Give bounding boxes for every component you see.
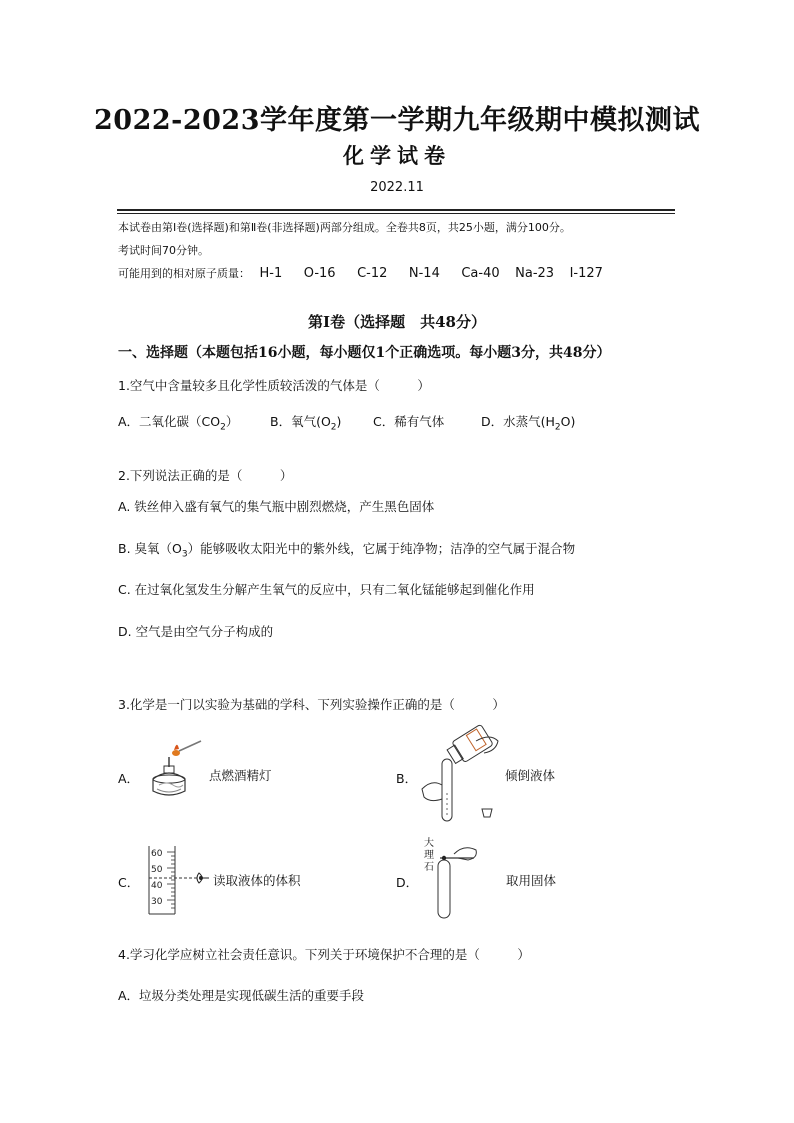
q1-option-d: D．水蒸气$(H_2O)$ xyxy=(481,414,576,433)
q3-option-b-text: 倾倒液体 xyxy=(505,768,556,783)
atomic-mass-label: 可能用到的相对原子质量： xyxy=(118,267,250,280)
q1-option-c: C．稀有气体 xyxy=(373,414,445,429)
atomic-mass-h: H-1 xyxy=(259,266,283,281)
notes-line-1: 本试卷由第Ⅰ卷(选择题)和第Ⅱ卷(非选择题)两部分组成。全卷共8页，共25小题，满分100分。 xyxy=(118,221,571,234)
q3-option-d-text: 取用固体 xyxy=(506,873,557,888)
q2-stem: 2.下列说法正确的是（ ） xyxy=(118,468,293,483)
atomic-mass-ca: Ca-40 xyxy=(461,266,500,281)
solid-taking-figure xyxy=(434,842,480,920)
header-rule-thick xyxy=(117,209,675,211)
exam-title: 2022-2023学年度第一学期九年级期中模拟测试 xyxy=(94,105,700,136)
q4-stem: 4.学习化学应树立社会责任意识。下列关于环境保护不合理的是（ ） xyxy=(118,947,530,962)
atomic-mass-c: C-12 xyxy=(357,266,388,281)
atomic-mass-i: I-127 xyxy=(569,266,603,281)
q2-option-b: B. 臭氧$(O_3)$能够吸收太阳光中的紫外线，它属于纯净物；洁净的空气属于混合物 xyxy=(118,541,576,560)
q3-option-c-text: 读取液体的体积 xyxy=(213,873,301,888)
q3-option-a-text: 点燃酒精灯 xyxy=(209,768,272,783)
q1-stem: 1.空气中含量较多且化学性质较活泼的气体是（ ） xyxy=(118,378,430,393)
q3-option-a-letter: A． xyxy=(118,771,140,786)
atomic-mass-line xyxy=(118,262,678,285)
header-rule-thin xyxy=(117,213,675,214)
atomic-mass-o: O-16 xyxy=(303,266,336,281)
pouring-liquid-figure xyxy=(418,723,502,827)
cylinder-tick-60: 60 xyxy=(151,849,163,859)
q2-option-d: D. 空气是由空气分子构成的 xyxy=(118,624,274,639)
cylinder-tick-40: 40 xyxy=(151,881,163,891)
atomic-mass-n: N-14 xyxy=(408,266,440,281)
q1-option-a: A．二氧化碳$(CO_2)$ xyxy=(118,414,239,433)
exam-date: 2022.11 xyxy=(370,180,424,195)
marble-label: 大 理 石 xyxy=(424,838,434,873)
q2-option-a: A. 铁丝伸入盛有氧气的集气瓶中剧烈燃烧，产生黑色固体 xyxy=(118,499,435,514)
q3-option-b-letter: B． xyxy=(396,771,418,786)
cylinder-tick-30: 30 xyxy=(151,897,163,907)
q3-option-d-letter: D． xyxy=(396,875,419,890)
notes-line-2: 考试时间70分钟。 xyxy=(118,244,209,257)
atomic-mass-na: Na-23 xyxy=(515,266,555,281)
graduated-cylinder-figure xyxy=(143,842,213,916)
exam-notes xyxy=(118,216,678,285)
q3-stem: 3.化学是一门以实验为基础的学科、下列实验操作正确的是（ ） xyxy=(118,697,505,712)
section-title: 第Ⅰ卷（选择题 共48分） xyxy=(308,313,486,331)
cylinder-tick-50: 50 xyxy=(151,865,163,875)
part-title: 一、选择题（本题包括16小题，每小题仅1个正确选项。每小题3分，共48分） xyxy=(118,345,611,361)
q1-option-b: B．氧气$(O_2)$ xyxy=(270,414,342,433)
exam-subtitle: 化学试卷 xyxy=(343,143,451,168)
q4-option-a: A．垃圾分类处理是实现低碳生活的重要手段 xyxy=(118,988,365,1003)
q2-option-c: C. 在过氧化氢发生分解产生氧气的反应中，只有二氧化锰能够起到催化作用 xyxy=(118,582,535,597)
alcohol-lamp-lighting-figure xyxy=(143,737,203,807)
q3-option-c-letter: C． xyxy=(118,875,140,890)
